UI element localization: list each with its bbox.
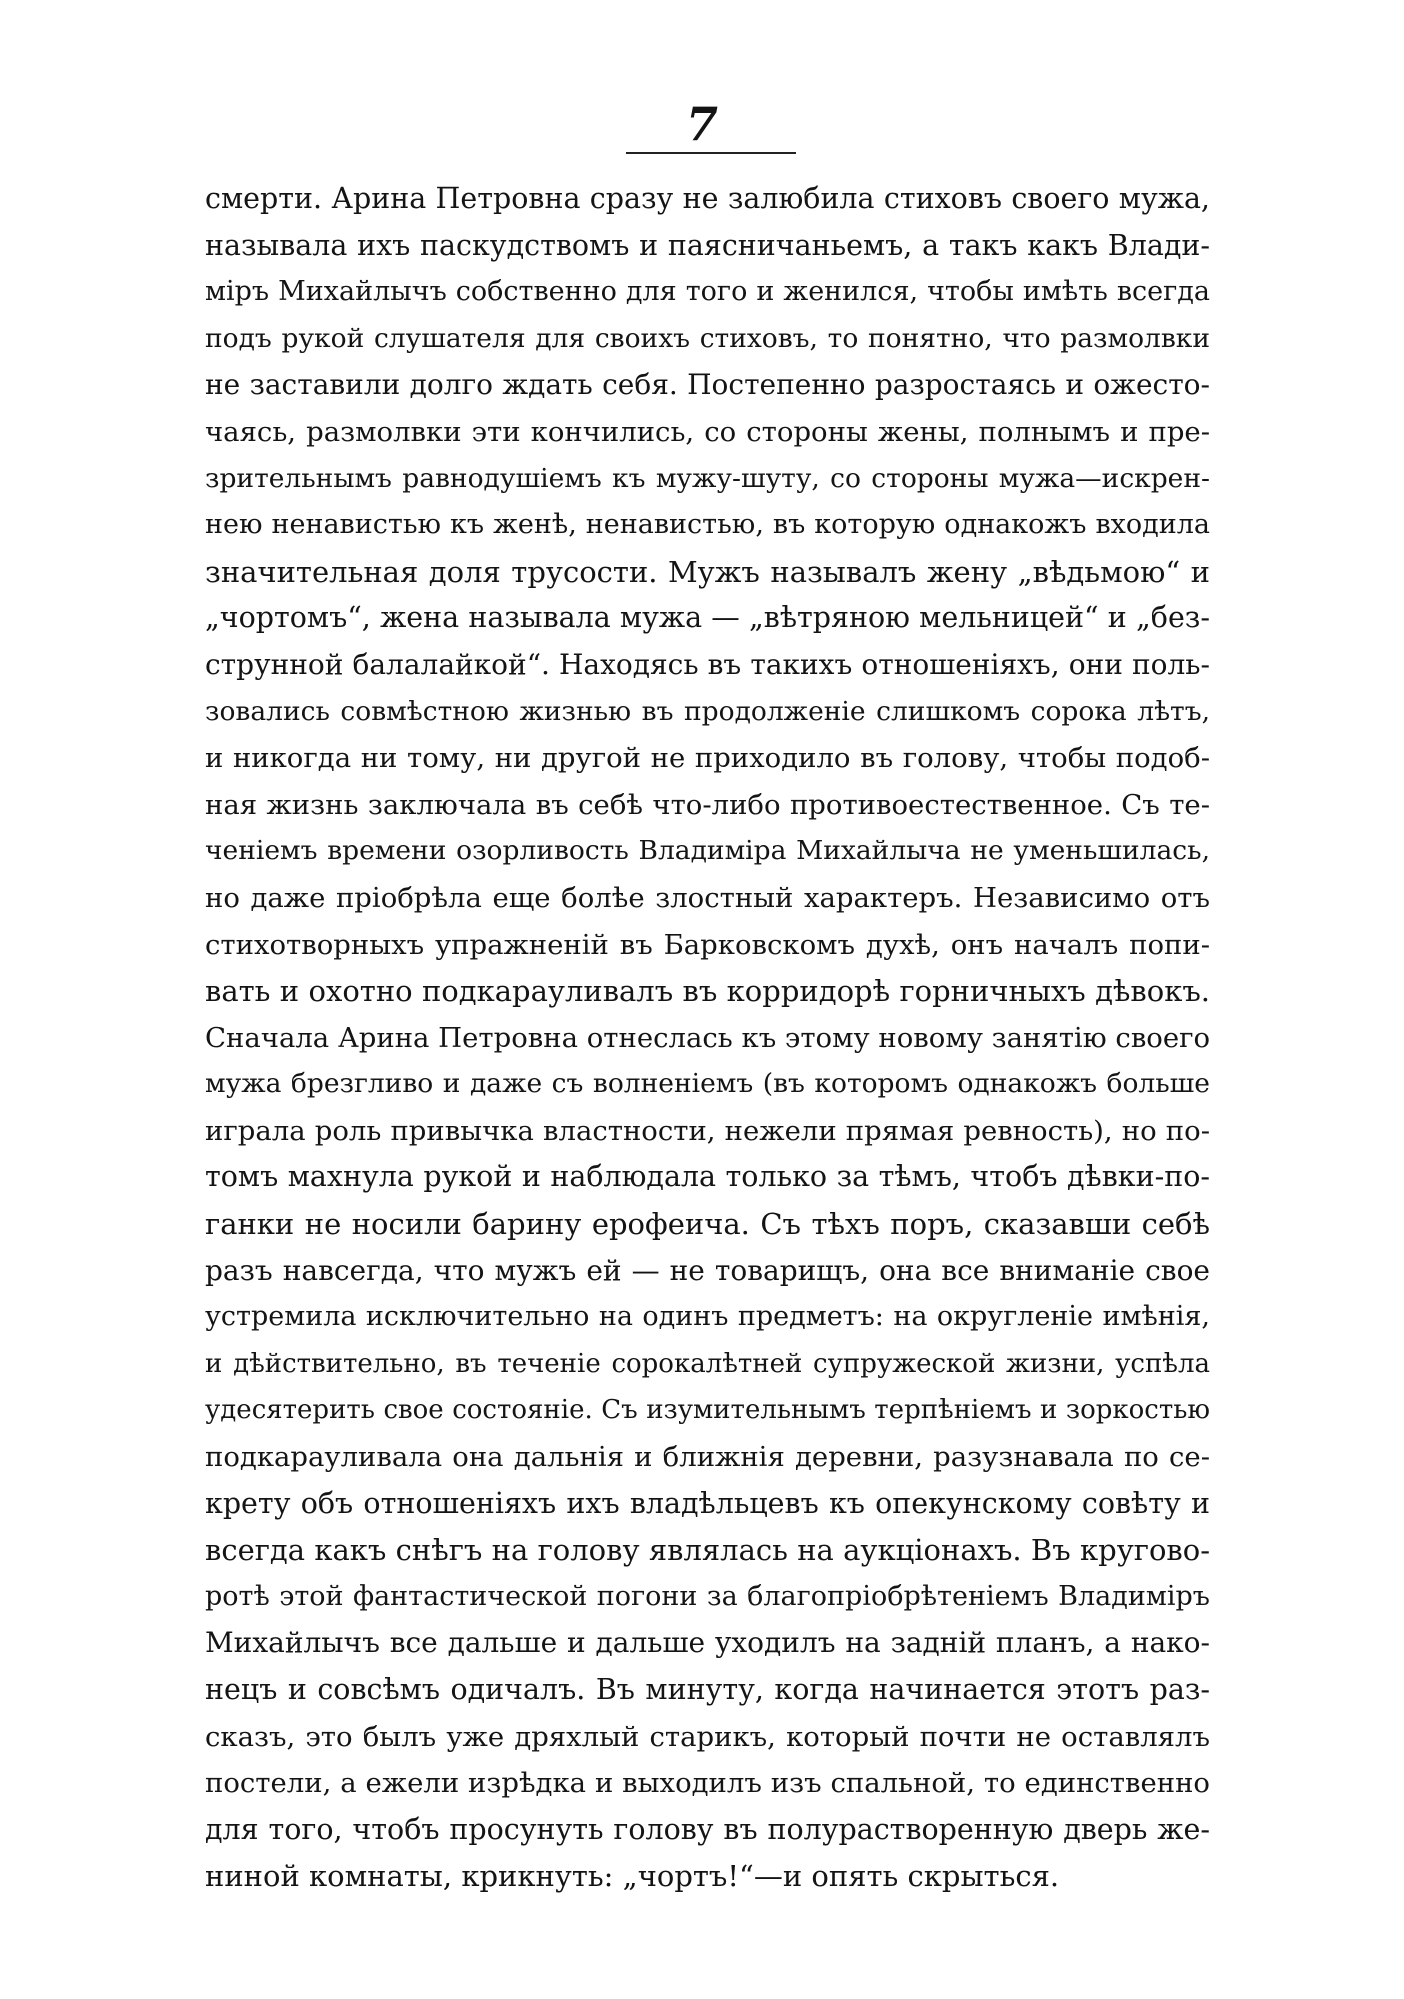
text-line: и никогда ни тому, ни другой не приходило въ голову, чтобы подоб- [205, 742, 1210, 775]
text-line: удесятерить свое состояніе. Съ изумительнымъ терпѣніемъ и зоркостью [205, 1395, 1210, 1426]
text-line: ченіемъ времени озорливость Владиміра Михайлыча не уменьшилась, [205, 835, 1210, 867]
text-line: играла роль привычка властности, нежели прямая ревность), но по- [205, 1114, 1210, 1147]
text-line: постели, а ежели изрѣдка и выходилъ изъ спальной, то единственно [205, 1767, 1210, 1800]
text-line: для того, чтобъ просунуть голову въ полурастворенную дверь же- [205, 1812, 1210, 1846]
text-line: нею ненавистью къ женѣ, ненавистью, въ которую однакожъ входила [205, 509, 1210, 541]
text-line: разъ навсегда, что мужъ ей — не товарищъ, она все вниманіе свое [205, 1253, 1210, 1287]
text-line: ниной комнаты, крикнуть: „чортъ!“—и опять скрыться. [205, 1859, 1060, 1894]
text-line: устремила исключительно на одинъ предметъ: на округленіе имѣнія, [205, 1301, 1210, 1333]
text-line: смерти. Арина Петровна сразу не залюбила стиховъ своего мужа, [205, 182, 1210, 215]
text-line: значительная доля трусости. Мужъ называлъ жену „вѣдьмою“ и [205, 554, 1210, 589]
text-line: мужа брезгливо и даже съ волненіемъ (въ которомъ однакожъ больше [205, 1068, 1210, 1100]
page-number: 7 [685, 97, 718, 151]
text-line: ротѣ этой фантастической погони за благопріобрѣтеніемъ Владиміръ [205, 1580, 1210, 1612]
text-line: ганки не носили барину ерофеича. Съ тѣхъ поръ, сказавши себѣ [205, 1207, 1210, 1242]
text-line: міръ Михайлычъ собственно для того и женился, чтобы имѣть всегда [205, 276, 1210, 308]
text-line: ная жизнь заключала въ себѣ что-либо противоестественное. Съ те- [205, 788, 1210, 821]
text-line: зовались совмѣстною жизнью въ продолженіе слишкомъ сорока лѣтъ, [205, 695, 1210, 727]
text-line: стихотворныхъ упражненій въ Барковскомъ духѣ, онъ началъ попи- [205, 928, 1210, 961]
text-line: но даже пріобрѣла еще болѣе злостный характеръ. Независимо отъ [205, 881, 1210, 914]
text-line: крету объ отношеніяхъ ихъ владѣльцевъ къ опекунскому совѣту и [205, 1486, 1210, 1520]
text-line: подкарауливала она дальнія и ближнія деревни, разузнавала по се- [205, 1441, 1210, 1474]
text-line: Сначала Арина Петровна отнеслась къ этому новому занятію своего [205, 1021, 1210, 1054]
text-line: струнной балалайкой“. Находясь въ такихъ отношеніяхъ, они поль- [205, 647, 1210, 681]
text-line: зрительнымъ равнодушіемъ къ мужу-шуту, со стороны мужа—искрен- [205, 462, 1210, 494]
header-rule [626, 152, 796, 154]
text-line: сказъ, это былъ уже дряхлый старикъ, который почти не оставлялъ [205, 1720, 1210, 1753]
text-line: нецъ и совсѣмъ одичалъ. Въ минуту, когда начинается этотъ раз- [205, 1673, 1210, 1706]
text-line: не заставили долго ждать себя. Постепенно разростаясь и ожесто- [205, 368, 1210, 402]
text-line: всегда какъ снѣгъ на голову являлась на аукціонахъ. Въ кругово- [205, 1533, 1210, 1568]
body-text [205, 176, 1210, 1900]
text-line: „чортомъ“, жена называла мужа — „вѣтряною мельницей“ и „без- [205, 601, 1210, 635]
text-line: чаясь, размолвки эти кончились, со стороны жены, полнымъ и пре- [205, 415, 1210, 448]
text-line: называла ихъ паскудствомъ и паясничаньемъ, а такъ какъ Влади- [205, 228, 1210, 262]
text-line: томъ махнула рукой и наблюдала только за тѣмъ, чтобъ дѣвки-по- [205, 1160, 1210, 1194]
text-line: вать и охотно подкарауливалъ въ корридорѣ горничныхъ дѣвокъ. [205, 974, 1210, 1009]
text-line: и дѣйствительно, въ теченіе сорокалѣтней супружеской жизни, успѣла [205, 1348, 1210, 1379]
text-line: Михайлычъ все дальше и дальше уходилъ на задній планъ, а нако- [205, 1626, 1210, 1660]
text-line: подъ рукой слушателя для своихъ стиховъ, то понятно, что размолвки [205, 322, 1210, 354]
